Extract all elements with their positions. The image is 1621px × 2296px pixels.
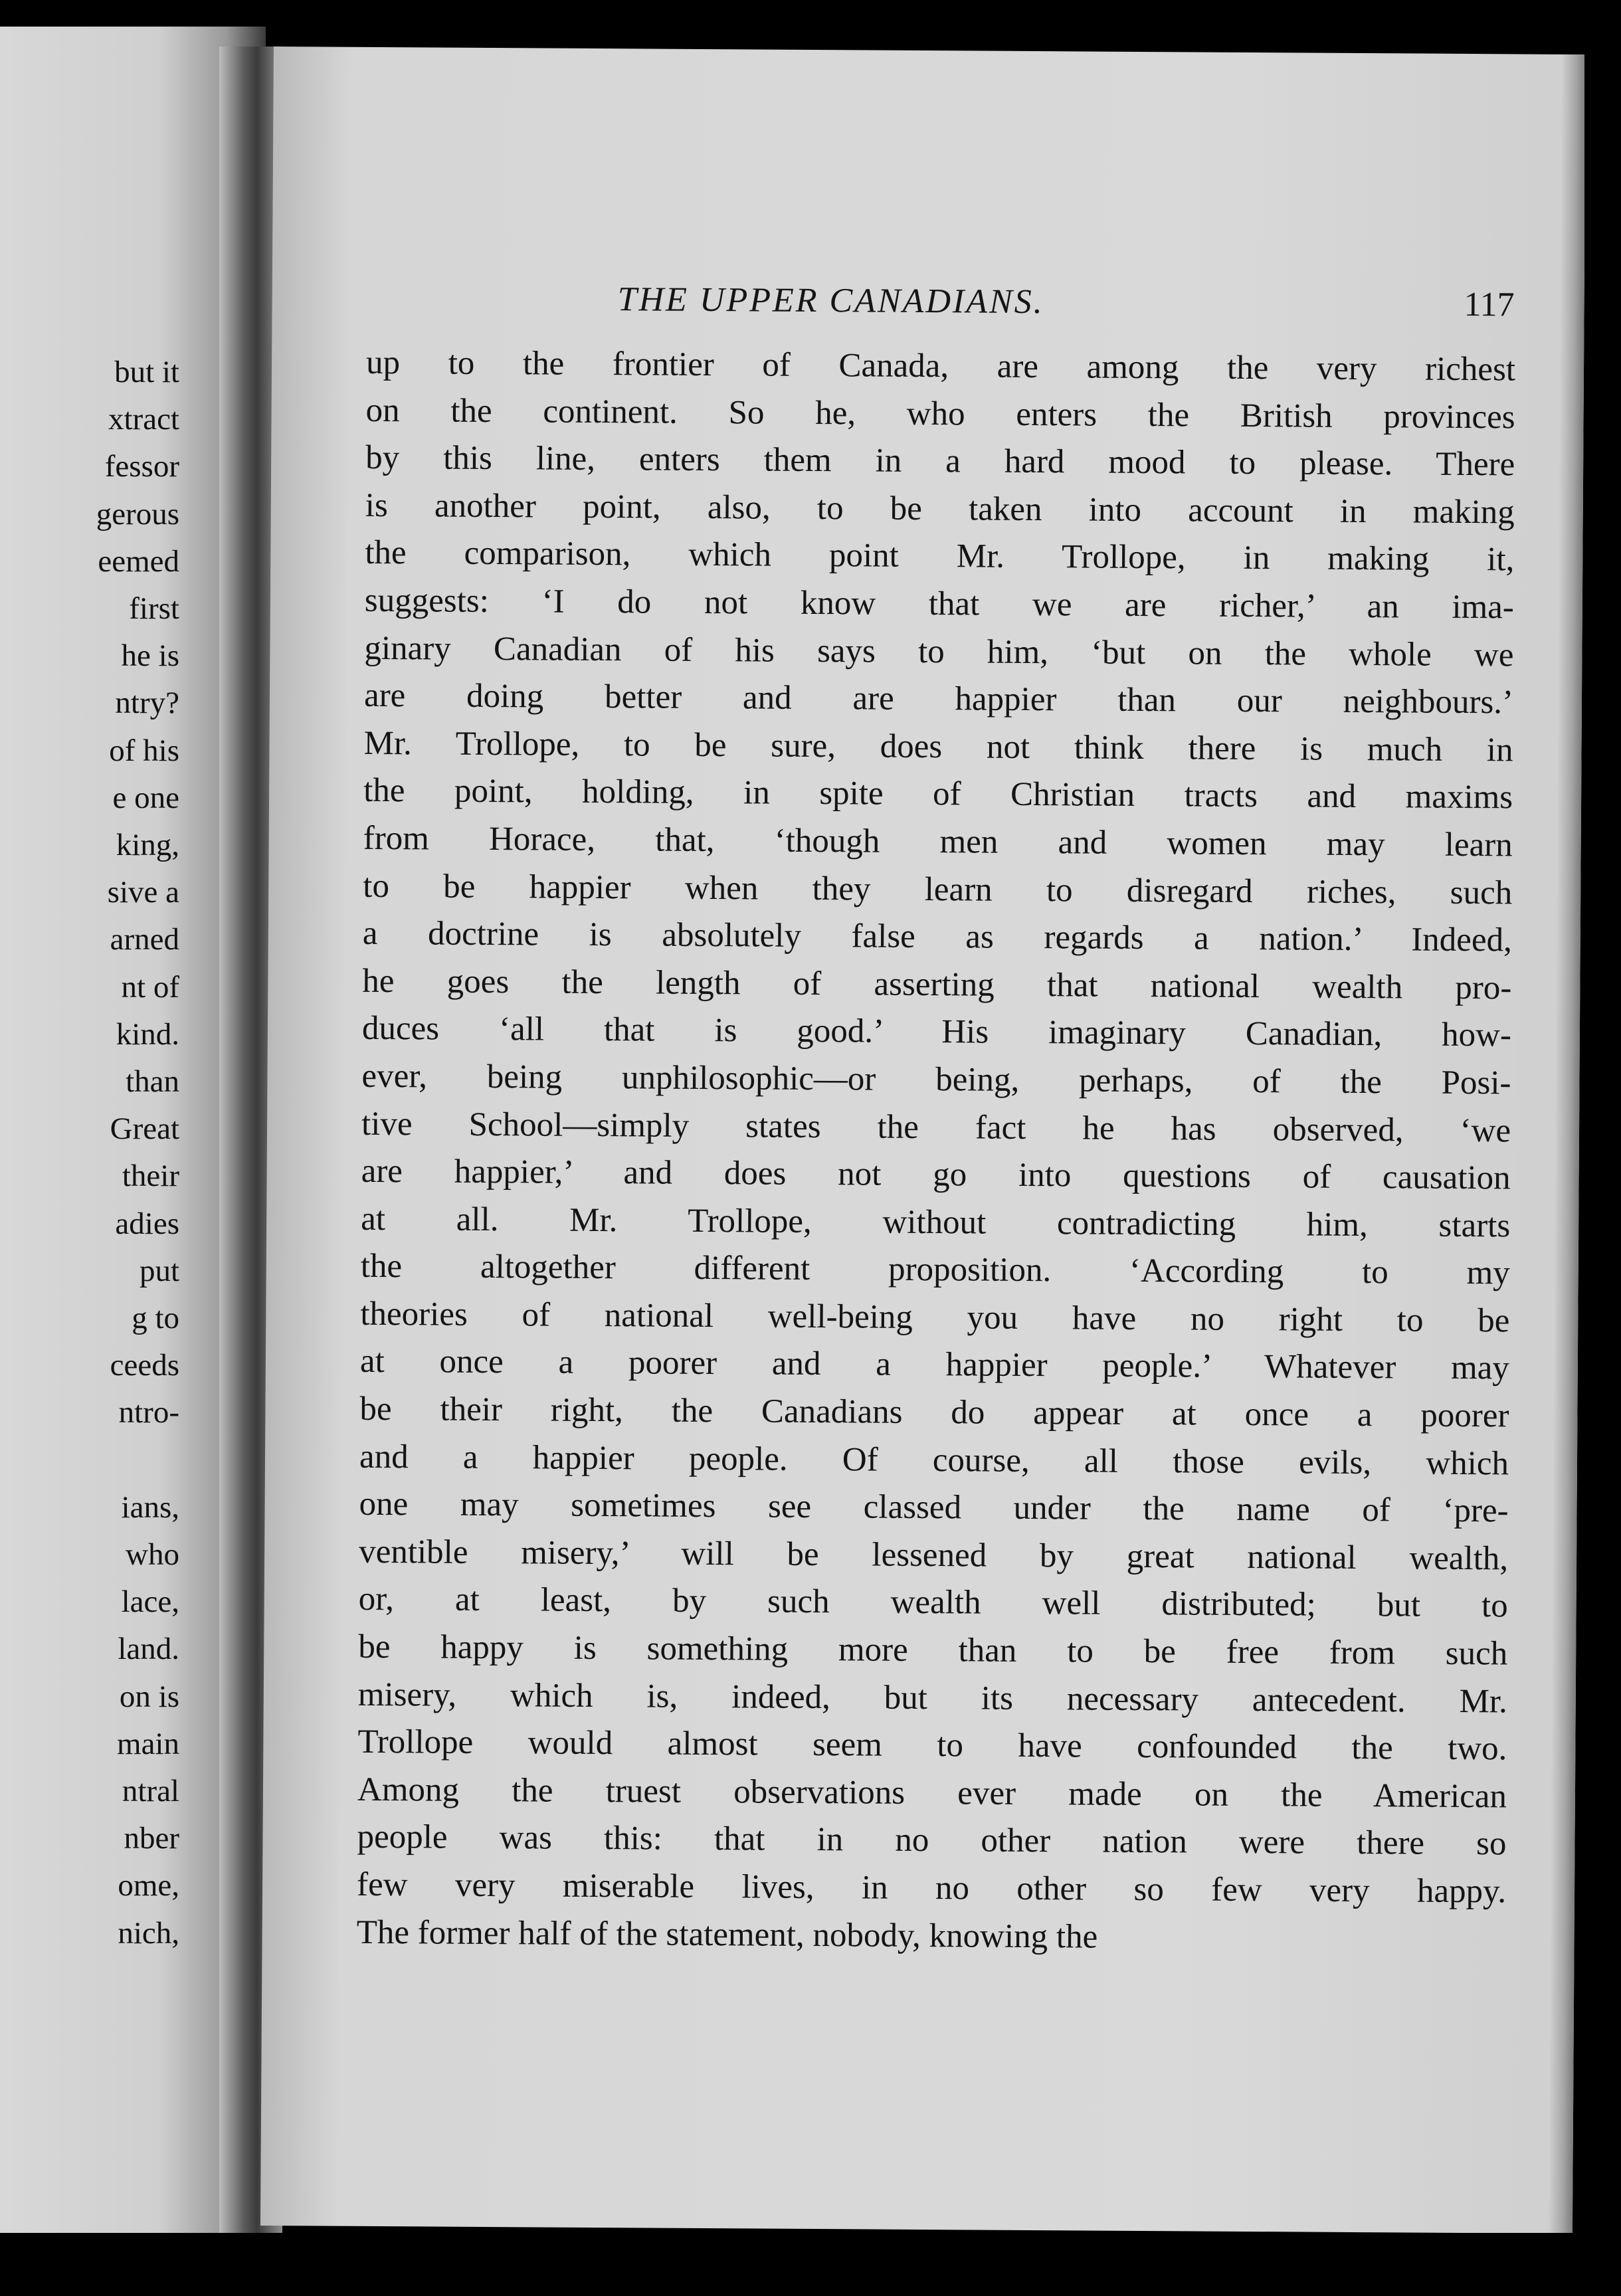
- left-line-fragment: put: [139, 1253, 179, 1288]
- text-line: ginary Canadian of his says to him, ‘but on the whole we: [364, 629, 1514, 674]
- left-line-fragment: on is: [119, 1679, 179, 1714]
- text-line: ever, being unphilosophic—or being, perhaps, of the Posi-: [361, 1057, 1511, 1102]
- left-line-fragment: nber: [124, 1821, 179, 1856]
- left-line-fragment: ians,: [121, 1489, 179, 1525]
- left-line-fragment: ntry?: [115, 686, 179, 721]
- text-line: Trollope would almost seem to have confounded the two.: [357, 1723, 1507, 1768]
- left-line-fragment: kind.: [116, 1016, 179, 1052]
- text-line: on the continent. So he, who enters the British provinces: [365, 391, 1515, 436]
- body-text: [356, 339, 1515, 1964]
- left-line-fragment: [96, 1437, 179, 1484]
- left-page-text: [96, 349, 179, 1957]
- text-line: up to the frontier of Canada, are among the very richest: [365, 343, 1516, 389]
- text-line: the altogether different proposition. ‘According to my: [360, 1248, 1510, 1292]
- text-line: the comparison, which point Mr. Trollope, in making it,: [365, 534, 1515, 579]
- text-line: is another point, also, to be taken into account in making: [365, 486, 1515, 531]
- text-line: ventible misery,’ will be lessened by great national wealth,: [358, 1533, 1509, 1578]
- left-line-fragment: sive a: [107, 875, 179, 910]
- text-line: one may sometimes see classed under the name of ‘pre-: [359, 1485, 1509, 1530]
- running-head: [617, 280, 1515, 324]
- left-line-fragment: g to: [132, 1301, 179, 1336]
- right-page: [260, 47, 1586, 2234]
- text-line: and a happier people. Of course, all those evils, which: [359, 1438, 1509, 1483]
- text-line: be their right, the Canadians do appear at once a poorer: [359, 1390, 1509, 1435]
- text-line: The former half of the statement, nobody, knowing the: [356, 1913, 1098, 1956]
- left-line-fragment: e one: [112, 780, 179, 815]
- text-line: at all. Mr. Trollope, without contradicting him, starts: [361, 1200, 1511, 1245]
- left-line-fragment: ntral: [122, 1774, 179, 1809]
- left-line-fragment: eemed: [98, 543, 179, 579]
- text-line: by this line, enters them in a hard mood to please. There: [365, 439, 1515, 484]
- scan-border-bottom: [0, 2233, 1621, 2296]
- left-line-fragment: than: [126, 1064, 179, 1100]
- left-line-fragment: adies: [115, 1206, 179, 1241]
- left-line-fragment: nt of: [121, 969, 179, 1004]
- text-line: or, at least, by such wealth well distributed; but to: [358, 1580, 1508, 1625]
- left-line-fragment: ceeds: [110, 1348, 179, 1383]
- running-title: THE UPPER CANADIANS.: [617, 280, 1044, 322]
- left-line-fragment: ome,: [118, 1868, 179, 1903]
- text-line: theories of national well-being you have no right to be: [360, 1295, 1510, 1340]
- scan-border-right: [1584, 0, 1621, 2296]
- page-edge: [1549, 54, 1586, 2234]
- left-line-fragment: main: [117, 1726, 179, 1761]
- left-line-fragment: but it: [114, 355, 179, 389]
- text-line: Among the truest observations ever made on the American: [357, 1770, 1507, 1816]
- text-line: from Horace, that, ‘though men and women may learn: [363, 819, 1513, 864]
- left-line-fragment: Great: [110, 1111, 179, 1147]
- text-line: a doctrine is absolutely false as regards a nation.’ Indeed,: [362, 914, 1512, 959]
- left-line-fragment: arned: [110, 922, 179, 957]
- text-line: tive School—simply states the fact he has observed, ‘we: [361, 1105, 1511, 1149]
- page-number: 117: [1464, 285, 1515, 324]
- left-line-fragment: he is: [121, 638, 179, 674]
- text-line: misery, which is, indeed, but its necessary antecedent. Mr.: [357, 1675, 1507, 1721]
- text-line: suggests: ‘I do not know that we are richer,’ an ima-: [364, 581, 1515, 626]
- left-line-fragment: king,: [116, 828, 179, 863]
- left-line-fragment: first: [129, 591, 179, 626]
- left-line-fragment: xtract: [108, 402, 179, 437]
- text-line: Mr. Trollope, to be sure, does not think there is much in: [363, 724, 1513, 769]
- left-line-fragment: fessor: [104, 449, 179, 484]
- left-line-fragment: who: [126, 1537, 179, 1573]
- text-line: duces ‘all that is good.’ His imaginary Canadian, how-: [361, 1010, 1512, 1054]
- left-line-fragment: of his: [109, 733, 179, 768]
- text-line: he goes the length of asserting that national wealth pro-: [362, 962, 1512, 1007]
- text-line: people was this: that in no other nation were there so: [357, 1818, 1507, 1863]
- left-line-fragment: gerous: [96, 496, 179, 531]
- text-line: are happier,’ and does not go into questions of causation: [361, 1152, 1511, 1197]
- left-line-fragment: ntro-: [118, 1395, 179, 1430]
- left-line-fragment: their: [122, 1159, 179, 1194]
- text-line: to be happier when they learn to disregard riches, such: [363, 867, 1513, 911]
- text-line: at once a poorer and a happier people.’ Whatever may: [359, 1343, 1510, 1387]
- text-line: few very miserable lives, in no other so few very happy.: [356, 1866, 1507, 1911]
- text-line: are doing better and are happier than our neighbours.’: [363, 677, 1514, 721]
- left-line-fragment: nich,: [118, 1915, 179, 1951]
- text-line: the point, holding, in spite of Christian tracts and maxims: [363, 772, 1513, 816]
- left-line-fragment: lace,: [121, 1584, 179, 1620]
- text-line: be happy is something more than to be free from such: [358, 1628, 1508, 1673]
- left-line-fragment: land.: [118, 1632, 179, 1667]
